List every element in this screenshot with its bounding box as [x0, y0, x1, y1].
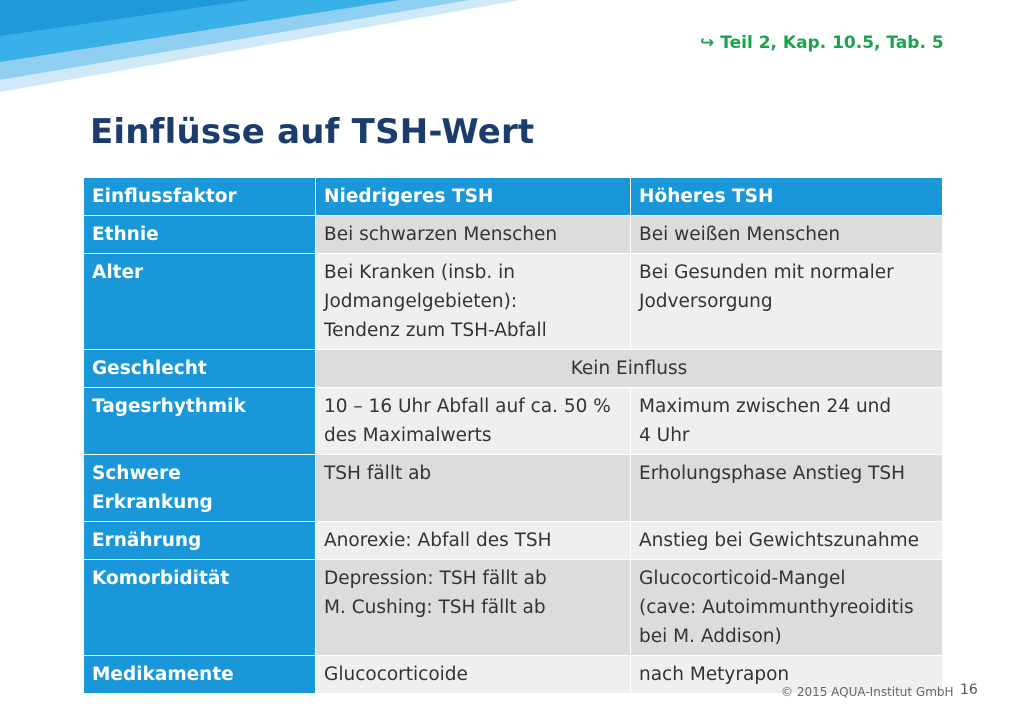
column-header-factor: Einflussfaktor [84, 178, 316, 216]
higher-tsh-cell: nach Metyrapon [631, 656, 943, 694]
lower-tsh-cell: Anorexie: Abfall des TSH [316, 522, 631, 560]
table-row [84, 388, 943, 455]
row-factor: Ethnie [84, 216, 316, 254]
table-row [84, 522, 943, 560]
table-header-row [84, 178, 943, 216]
higher-tsh-cell: Bei weißen Menschen [631, 216, 943, 254]
higher-tsh-cell: Erholungsphase Anstieg TSH [631, 455, 943, 522]
row-factor: Alter [84, 254, 316, 350]
table-row [84, 350, 943, 388]
lower-tsh-cell: Depression: TSH fällt ab M. Cushing: TSH fällt ab [316, 560, 631, 656]
table-row [84, 560, 943, 656]
slide-title: Einflüsse auf TSH-Wert [90, 112, 535, 152]
column-header-higher-tsh: Höheres TSH [631, 178, 943, 216]
corner-decoration [0, 0, 520, 110]
row-factor: Tagesrhythmik [84, 388, 316, 455]
lower-tsh-cell: Bei schwarzen Menschen [316, 216, 631, 254]
row-factor: Medikamente [84, 656, 316, 694]
merged-effect-cell: Kein Einfluss [316, 350, 943, 388]
row-factor: Komorbidität [84, 560, 316, 656]
higher-tsh-cell: Maximum zwischen 24 und 4 Uhr [631, 388, 943, 455]
lower-tsh-cell: 10 – 16 Uhr Abfall auf ca. 50 % des Maximalwerts [316, 388, 631, 455]
higher-tsh-cell: Bei Gesunden mit normaler Jodversorgung [631, 254, 943, 350]
column-header-lower-tsh: Niedrigeres TSH [316, 178, 631, 216]
page-number: 16 [960, 682, 978, 698]
higher-tsh-cell: Glucocorticoid-Mangel (cave: Autoimmunthyreoiditis bei M. Addison) [631, 560, 943, 656]
higher-tsh-cell: Anstieg bei Gewichtszunahme [631, 522, 943, 560]
copyright-notice: © 2015 AQUA-Institut GmbH [781, 685, 954, 699]
chapter-reference [700, 33, 944, 53]
table-row [84, 216, 943, 254]
row-factor: Ernährung [84, 522, 316, 560]
lower-tsh-cell: Bei Kranken (insb. in Jodmangelgebieten): Tendenz zum TSH-Abfall [316, 254, 631, 350]
chapter-reference-text: Teil 2, Kap. 10.5, Tab. 5 [720, 33, 944, 53]
arrow-return-icon: ↪ [700, 33, 715, 53]
lower-tsh-cell: TSH fällt ab [316, 455, 631, 522]
lower-tsh-cell: Glucocorticoide [316, 656, 631, 694]
table-row [84, 455, 943, 522]
tsh-influence-table [83, 177, 943, 694]
row-factor: Schwere Erkrankung [84, 455, 316, 522]
row-factor: Geschlecht [84, 350, 316, 388]
table-row [84, 254, 943, 350]
